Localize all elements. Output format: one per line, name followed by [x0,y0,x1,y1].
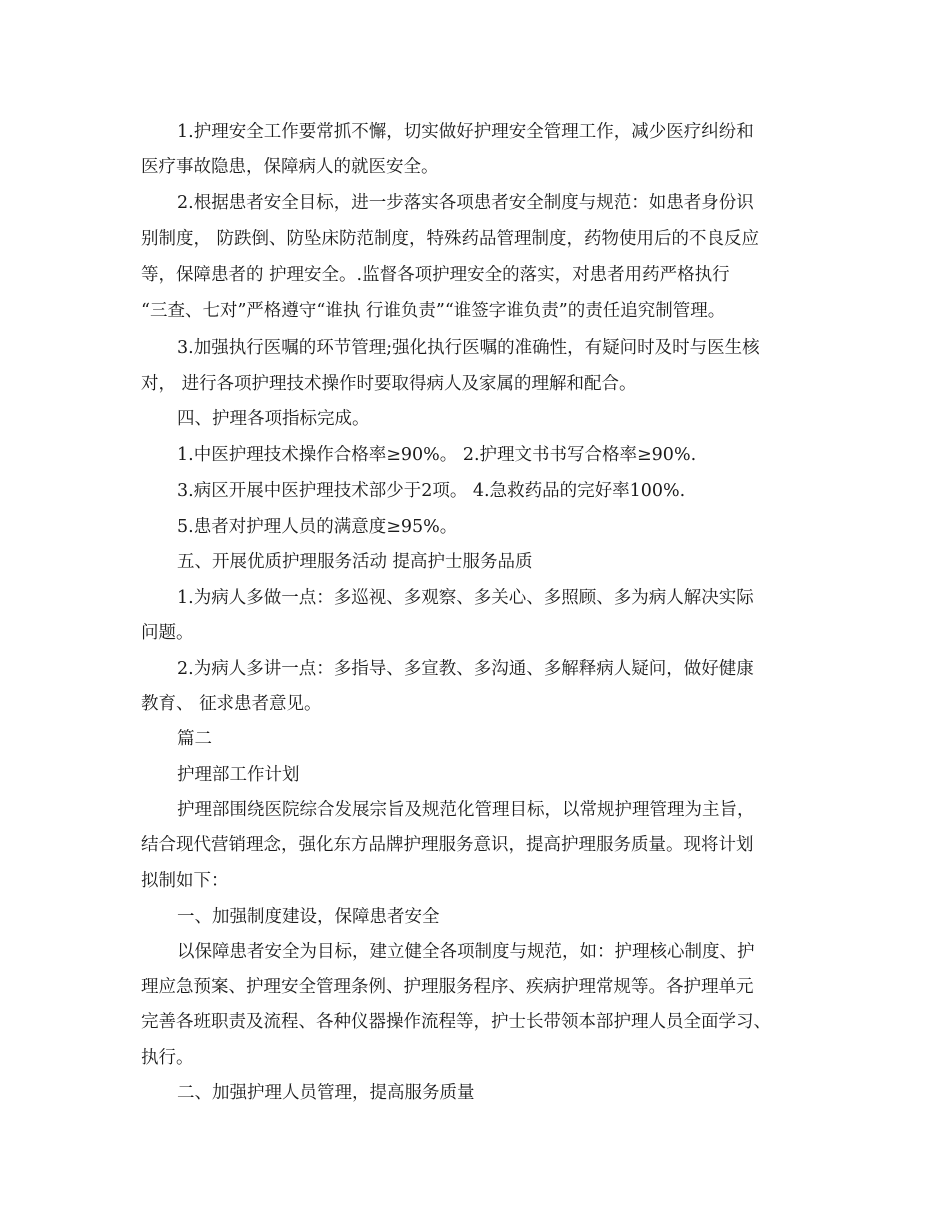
paragraph-line: 执行。 [141,1048,194,1068]
paragraph-line: 等，保障患者的 护理安全。.监督各项护理安全的落实，对患者用药严格执行 [141,265,730,285]
paragraph-line: 1.护理安全工作要常抓不懈，切实做好护理安全管理工作，减少医疗纠纷和 [177,122,754,142]
paragraph-line: 理应急预案、护理安全管理条例、护理服务程序、疾病护理常规等。各护理单元 [141,977,754,997]
paragraph-line: 以保障患者安全为目标，建立健全各项制度与规范，如：护理核心制度、护 [177,942,755,962]
paragraph-line: 完善各班职责及流程、各种仪器操作流程等，护士长带领本部护理人员全面学习、 [141,1012,771,1032]
section-heading: 二、加强护理人员管理，提高服务质量 [177,1083,475,1103]
paragraph-line: 问题。 [141,623,194,643]
document-title: 护理部工作计划 [177,765,300,785]
paragraph-line: 护理部围绕医院综合发展宗旨及规范化管理目标，以常规护理管理为主旨， [177,800,755,820]
section-heading: 五、开展优质护理服务活动 提高护士服务品质 [177,552,533,572]
paragraph-line: 2.根据患者安全目标，进一步落实各项患者安全制度与规范：如患者身份识 [177,193,754,213]
paragraph-line: 拟制如下： [141,871,229,891]
paragraph-line: “三查、七对”严格遵守“谁执 行谁负责”“谁签字谁负责”的责任追究制管理。 [141,301,726,321]
part-heading: 篇二 [177,729,212,749]
paragraph-line: 3.加强执行医嘱的环节管理;强化执行医嘱的准确性，有疑问时及时与医生核 [177,338,760,358]
paragraph-line: 别制度， 防跌倒、防坠床防范制度，特殊药品管理制度，药物使用后的不良反应 [141,229,760,249]
paragraph-line: 1.中医护理技术操作合格率≥90%。 2.护理文书书写合格率≥90%. [177,445,697,465]
paragraph-line: 结合现代营销理念，强化东方品牌护理服务意识，提高护理服务质量。现将计划 [141,835,754,855]
section-heading: 四、护理各项指标完成。 [177,409,370,429]
paragraph-line: 教育、 征求患者意见。 [141,694,322,714]
paragraph-line: 3.病区开展中医护理技术部少于2项。 4.急救药品的完好率100%. [177,481,686,501]
paragraph-line: 5.患者对护理人员的满意度≥95%。 [177,517,458,537]
section-heading: 一、加强制度建设，保障患者安全 [177,907,440,927]
paragraph-line: 对， 进行各项护理技术操作时要取得病人及家属的理解和配合。 [141,374,637,394]
paragraph-line: 2.为病人多讲一点：多指导、多宣教、多沟通、多解释病人疑问，做好健康 [177,659,754,679]
paragraph-line: 1.为病人多做一点：多巡视、多观察、多关心、多照顾、多为病人解决实际 [177,588,754,608]
paragraph-line: 医疗事故隐患，保障病人的就医安全。 [141,157,439,177]
